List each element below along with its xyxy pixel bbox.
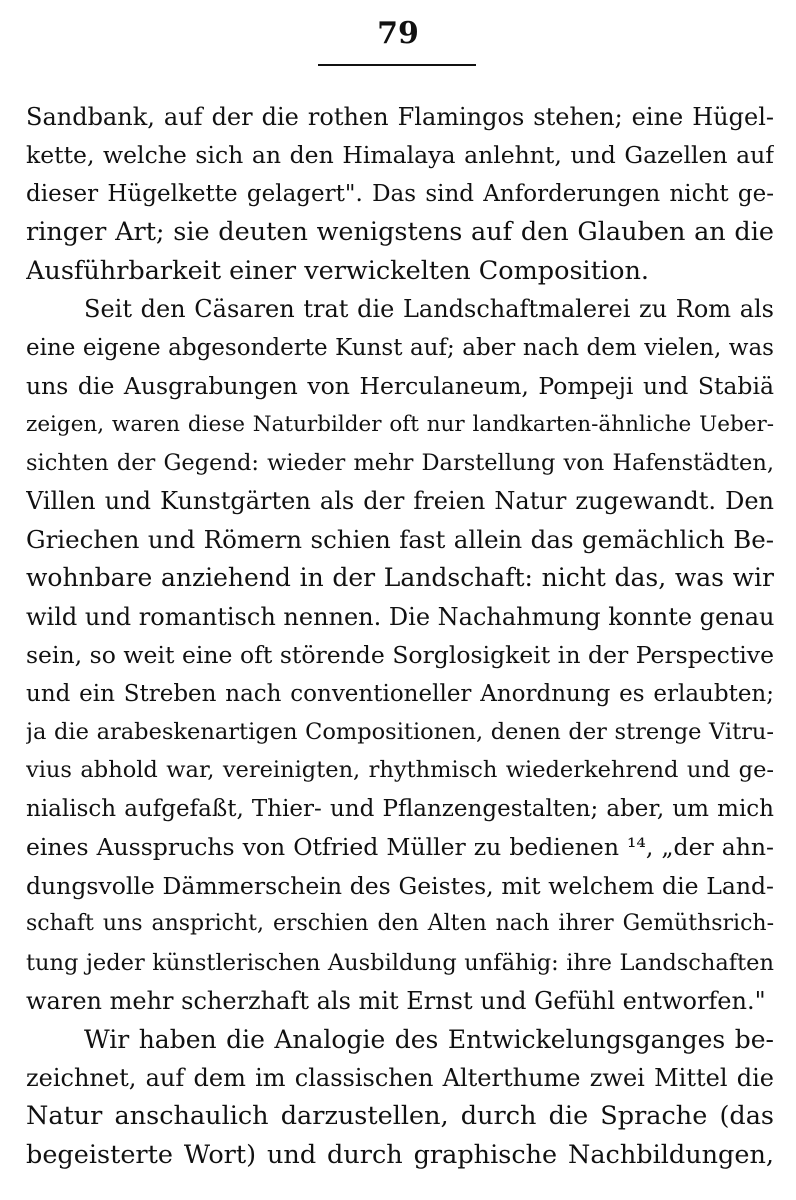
text-line: uns die Ausgrabungen von Herculaneum, Pompeji und Stabiä bbox=[26, 372, 774, 401]
text-line: nialisch aufgefaßt, Thier- und Pflanzengestalten; aber, um mich bbox=[26, 795, 774, 822]
text-line: schaft uns anspricht, erschien den Alten nach ihrer Gemüthsrich- bbox=[26, 911, 774, 937]
text-line: Wir haben die Analogie des Entwickelungsganges be- bbox=[84, 1024, 774, 1054]
text-line: zeichnet, auf dem im classischen Alterthume zwei Mittel die bbox=[26, 1063, 774, 1092]
text-line: Villen und Kunstgärten als der freien Natur zugewandt. Den bbox=[26, 487, 774, 516]
text-line: wohnbare anziehend in der Landschaft: nicht das, was wir bbox=[26, 563, 774, 593]
text-line: Sandbank, auf der die rothen Flamingos stehen; eine Hügel- bbox=[26, 103, 774, 131]
text-line: eine eigene abgesonderte Kunst auf; aber nach dem vielen, was bbox=[26, 334, 774, 361]
text-line: kette, welche sich an den Himalaya anlehnt, und Gazellen auf bbox=[26, 141, 774, 170]
text-line: Natur anschaulich darzustellen, durch die Sprache (das bbox=[26, 1101, 774, 1132]
text-line: sein, so weit eine oft störende Sorglosigkeit in der Perspective bbox=[26, 641, 774, 670]
page-number: 79 bbox=[377, 16, 419, 51]
body-text bbox=[26, 98, 774, 1174]
text-line: und ein Streben nach conventioneller Anordnung es erlaubten; bbox=[26, 680, 774, 707]
text-line: begeisterte Wort) und durch graphische Nachbildungen, bbox=[26, 1139, 774, 1170]
text-line: Griechen und Römern schien fast allein das gemächlich Be- bbox=[26, 524, 774, 554]
text-line: Seit den Cäsaren trat die Landschaftmalerei zu Rom als bbox=[84, 295, 774, 324]
text-line: vius abhold war, vereinigten, rhythmisch wiederkehrend und ge- bbox=[26, 757, 774, 784]
text-line: zeigen, waren diese Naturbilder oft nur landkarten-ähnliche Ueber- bbox=[26, 411, 774, 437]
text-line: ja die arabeskenartigen Compositionen, denen der strenge Vitru- bbox=[26, 719, 774, 745]
text-line: ringer Art; sie deuten wenigstens auf den Glauben an die bbox=[26, 217, 774, 248]
text-line: Ausführbarkeit einer verwickelten Composition. bbox=[26, 255, 649, 286]
text-line: tung jeder künstlerischen Ausbildung unfähig: ihre Landschaften bbox=[26, 949, 774, 976]
text-line: wild und romantisch nennen. Die Nachahmung konnte genau bbox=[26, 602, 774, 631]
header-rule bbox=[318, 64, 476, 66]
text-line: dieser Hügelkette gelagert". Das sind Anforderungen nicht ge- bbox=[26, 180, 774, 207]
text-line: waren mehr scherzhaft als mit Ernst und Gefühl entworfen." bbox=[26, 987, 766, 1016]
text-line: dungsvolle Dämmerschein des Geistes, mit welchem die Land- bbox=[26, 871, 774, 900]
text-line: eines Ausspruchs von Otfried Müller zu bedienen ¹⁴, „der ahn- bbox=[26, 833, 774, 862]
text-line: sichten der Gegend: wieder mehr Darstellung von Hafenstädten, bbox=[26, 449, 774, 476]
